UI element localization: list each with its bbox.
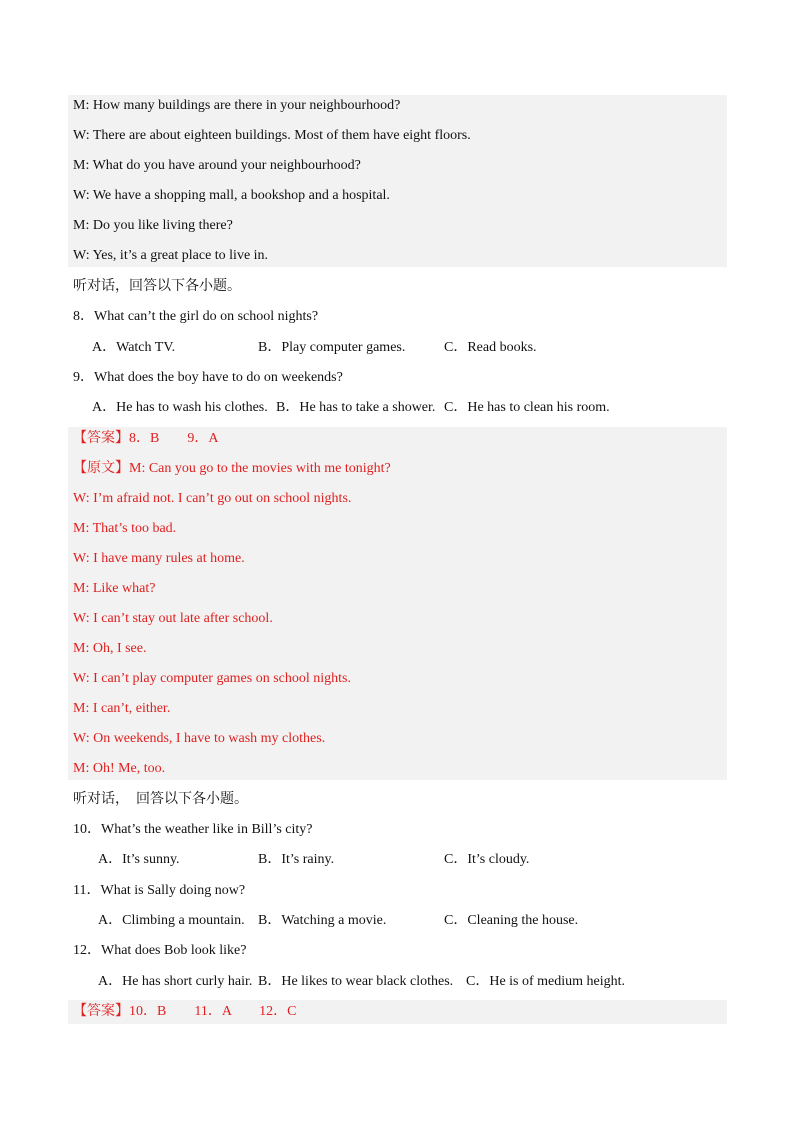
question-10: 10．What’s the weather like in Bill’s city? [73,822,313,837]
dialogue-line: W: Yes, it’s a great place to live in. [73,248,269,263]
option-9c: C．He has to clean his room. [444,400,610,415]
option-10b: B．It’s rainy. [258,852,335,867]
dialogue-line: M: Do you like living there? [73,218,233,233]
dialogue-shade [68,95,727,267]
option-11b: B．Watching a movie. [258,913,387,928]
option-12c: C．He is of medium height. [466,974,626,989]
dialogue-line: W: There are about eighteen buildings. Most of them have eight floors. [73,128,471,143]
question-8: 8．What can’t the girl do on school nights? [73,309,319,324]
option-12b: B．He likes to wear black clothes. [258,974,454,989]
option-8b: B．Play computer games. [258,340,406,355]
question-12: 12．What does Bob look like? [73,943,247,958]
section-instruction: 听对话， 回答以下各小题。 [73,792,248,807]
transcript-line: M: I can’t, either. [73,701,171,716]
option-9a: A．He has to wash his clothes. [92,400,268,415]
option-8a: A．Watch TV. [92,340,176,355]
answer-line: 【答案】10．B 11．A 12．C [73,1004,297,1019]
answer-line: 【答案】8．B 9．A [73,431,219,446]
transcript-line: 【原文】M: Can you go to the movies with me tonight? [73,461,391,476]
option-11a: A．Climbing a mountain. [98,913,245,928]
option-12a: A．He has short curly hair. [98,974,253,989]
transcript-line: W: I can’t play computer games on school nights. [73,671,351,686]
transcript-line: W: On weekends, I have to wash my clothes. [73,731,326,746]
transcript-line: W: I’m afraid not. I can’t go out on school nights. [73,491,352,506]
transcript-line: M: That’s too bad. [73,521,177,536]
question-9: 9．What does the boy have to do on weekends? [73,370,343,385]
transcript-line: M: Oh! Me, too. [73,761,166,776]
option-10a: A．It’s sunny. [98,852,180,867]
dialogue-line: M: How many buildings are there in your neighbourhood? [73,98,401,113]
transcript-line: W: I can’t stay out late after school. [73,611,273,626]
transcript-line: W: I have many rules at home. [73,551,245,566]
question-11: 11．What is Sally doing now? [73,883,246,898]
answer-shade-1 [68,427,727,780]
option-10c: C．It’s cloudy. [444,852,530,867]
option-8c: C．Read books. [444,340,537,355]
dialogue-line: W: We have a shopping mall, a bookshop and a hospital. [73,188,390,203]
section-instruction: 听对话，回答以下各小题。 [73,279,241,294]
dialogue-line: M: What do you have around your neighbourhood? [73,158,361,173]
transcript-line: M: Oh, I see. [73,641,147,656]
transcript-line: M: Like what? [73,581,156,596]
option-11c: C．Cleaning the house. [444,913,579,928]
option-9b: B．He has to take a shower. [276,400,436,415]
